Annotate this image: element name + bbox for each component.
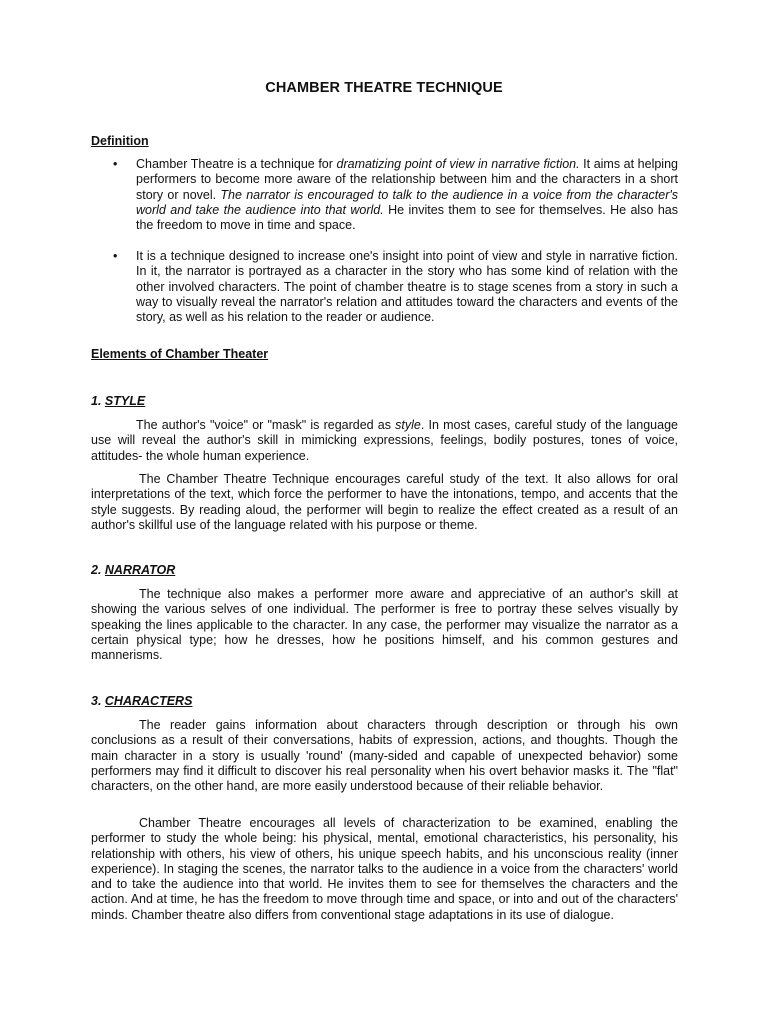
bullet-icon: • xyxy=(113,249,118,263)
characters-heading: 3. CHARACTERS xyxy=(91,694,193,708)
style-paragraph-2: The Chamber Theatre Technique encourages careful study of the text. It also allows for oral interpretations of the text, which force the performer to have the intonations, tempo, and accents that the style suggests. By reading aloud, the performer will begin to realize the effect created as a result of an author's skillful use of the language related with his purpose or theme. xyxy=(91,472,678,532)
definition-bullet-2 xyxy=(113,249,678,325)
narrator-paragraph-1: The technique also makes a performer more aware and appreciative of an author's skill at showing the various selves of one individual. The performer is free to portray these selves visually by speaking the lines applicable to the character. In any case, the performer may visualize the narrator as a certain physical type; how he dresses, how he positions himself, and his common gestures and mannerisms. xyxy=(91,587,678,663)
definition-bullet-1 xyxy=(113,157,678,233)
narrator-heading: 2. NARRATOR xyxy=(91,563,176,577)
style-paragraph-1: The author's "voice" or "mask" is regarded as style. In most cases, careful study of the language use will reveal the author's skill in mimicking expressions, feelings, bodily postures, tones of voice, attitudes- the whole human experience. xyxy=(91,418,678,463)
elements-heading: Elements of Chamber Theater xyxy=(91,347,269,361)
bullet-text: Chamber Theatre is a technique for dramatizing point of view in narrative fiction. It aims at helping performers to become more aware of the relationship between him and the characters in a short story or novel. The narrator is encouraged to talk to the audience in a voice from the character's world and take the audience into that world. He invites them to see for themselves. He also has the freedom to move in time and space. xyxy=(136,157,678,233)
bullet-text: It is a technique designed to increase one's insight into point of view and style in narrative fiction. In it, the narrator is portrayed as a character in the story who has some kind of relation with the other involved characters. The point of chamber theatre is to stage scenes from a story in such a way to visually reveal the narrator's relation and attitudes toward the characters and events of the story, as well as his relation to the reader or audience. xyxy=(136,249,678,325)
page-title: CHAMBER THEATRE TECHNIQUE xyxy=(265,80,503,96)
definition-heading: Definition xyxy=(91,134,149,148)
characters-paragraph-1: The reader gains information about characters through description or through his own conclusions as a result of their conversations, habits of expression, actions, and thoughts. Though the main character in a story is usually 'round' (many-sided and capable of unexpected behavior) some performers may find it difficult to discover his real personality when his overt behavior masks it. The "flat" characters, on the other hand, are more easily understood because of their reliable behavior. xyxy=(91,718,678,794)
style-heading: 1. STYLE xyxy=(91,394,146,408)
characters-paragraph-2: Chamber Theatre encourages all levels of characterization to be examined, enabling the performer to study the whole being: his physical, mental, emotional characteristics, his personality, his relationship with others, his view of others, his unique speech habits, and his unconscious reality (inner experience). In staging the scenes, the narrator talks to the audience in a voice from the characters' world and to take the audience into that world. He invites them to see for themselves the characters and the action. And at time, he has the freedom to move through time and space, or into and out of the characters' minds. Chamber theatre also differs from conventional stage adaptations in its use of dialogue. xyxy=(91,816,678,922)
bullet-icon: • xyxy=(113,157,118,171)
